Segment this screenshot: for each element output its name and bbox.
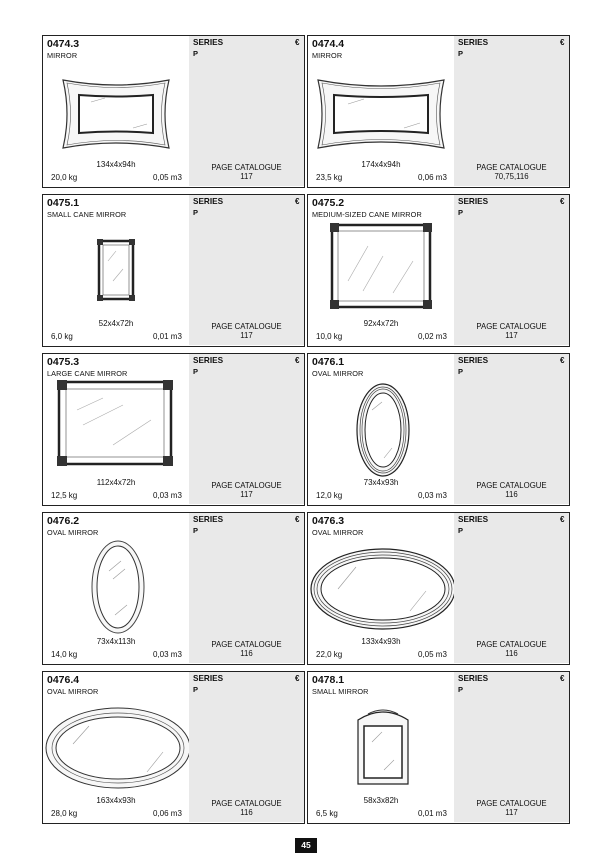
mirror-illustration xyxy=(43,62,189,160)
page-catalogue xyxy=(454,641,569,658)
product-name: OVAL MIRROR xyxy=(47,528,99,537)
product-dimensions: 73x4x113h xyxy=(96,637,136,646)
page-catalogue-label: PAGE CATALOGUE xyxy=(476,163,547,172)
product-weight: 6,5 kg xyxy=(316,809,338,818)
product-volume: 0,05 m3 xyxy=(418,650,447,659)
product-dimensions: 112x4x72h xyxy=(96,478,136,487)
mirror-illustration xyxy=(308,698,454,796)
page-catalogue-pages: 117 xyxy=(240,330,253,340)
page-catalogue xyxy=(454,323,569,340)
page-catalogue-label: PAGE CATALOGUE xyxy=(211,481,282,490)
page-catalogue-pages: 116 xyxy=(505,648,518,658)
mirror-illustration xyxy=(308,380,454,478)
product-card xyxy=(42,512,305,665)
product-volume: 0,05 m3 xyxy=(153,173,182,182)
series-value: P xyxy=(458,208,464,217)
product-weight: 12,5 kg xyxy=(51,491,78,500)
product-name: LARGE CANE MIRROR xyxy=(47,369,128,378)
page-catalogue-label: PAGE CATALOGUE xyxy=(211,799,282,808)
product-weight: 23,5 kg xyxy=(316,173,343,182)
series-value: P xyxy=(458,367,464,376)
series-label: SERIES xyxy=(193,674,224,683)
page-catalogue xyxy=(189,800,304,817)
euro-icon: € xyxy=(560,38,565,47)
page-catalogue-pages: 117 xyxy=(240,171,253,181)
product-code: 0478.1 xyxy=(312,674,345,686)
page-catalogue-label: PAGE CATALOGUE xyxy=(211,640,282,649)
product-name: OVAL MIRROR xyxy=(312,528,364,537)
series-label: SERIES xyxy=(193,515,224,524)
page-catalogue xyxy=(454,482,569,499)
euro-icon: € xyxy=(560,674,565,683)
mirror-illustration xyxy=(43,380,189,478)
product-dimensions: 92x4x72h xyxy=(363,319,399,328)
product-card xyxy=(307,512,570,665)
euro-icon: € xyxy=(295,38,300,47)
product-name: MIRROR xyxy=(312,51,343,60)
page-catalogue-pages: 70,75,116 xyxy=(494,171,529,181)
series-value: P xyxy=(458,685,464,694)
page-catalogue-pages: 116 xyxy=(240,807,253,817)
series-value: P xyxy=(193,208,199,217)
page-catalogue-pages: 117 xyxy=(505,807,518,817)
product-dimensions: 163x4x93h xyxy=(96,796,136,805)
product-volume: 0,03 m3 xyxy=(418,491,447,500)
series-label: SERIES xyxy=(458,356,489,365)
series-label: SERIES xyxy=(193,356,224,365)
series-value: P xyxy=(193,367,199,376)
series-label: SERIES xyxy=(193,197,224,206)
product-card xyxy=(307,353,570,506)
product-code: 0474.4 xyxy=(312,38,345,50)
product-card xyxy=(42,671,305,824)
euro-icon: € xyxy=(295,674,300,683)
product-code: 0476.4 xyxy=(47,674,80,686)
mirror-illustration xyxy=(43,698,189,796)
page-catalogue xyxy=(189,641,304,658)
product-card xyxy=(42,35,305,188)
series-value: P xyxy=(193,526,199,535)
product-card xyxy=(42,353,305,506)
product-volume: 0,06 m3 xyxy=(153,809,182,818)
product-card xyxy=(307,35,570,188)
product-volume: 0,03 m3 xyxy=(153,650,182,659)
product-dimensions: 52x4x72h xyxy=(98,319,134,328)
product-name: MIRROR xyxy=(47,51,78,60)
series-label: SERIES xyxy=(458,674,489,683)
product-code: 0474.3 xyxy=(47,38,80,50)
series-label: SERIES xyxy=(193,38,224,47)
page-catalogue-label: PAGE CATALOGUE xyxy=(211,163,282,172)
product-code: 0476.3 xyxy=(312,515,345,527)
series-value: P xyxy=(193,685,199,694)
product-weight: 28,0 kg xyxy=(51,809,78,818)
page-catalogue-pages: 117 xyxy=(240,489,253,499)
page-number: 45 xyxy=(295,838,317,853)
product-volume: 0,01 m3 xyxy=(418,809,447,818)
page-catalogue xyxy=(189,164,304,181)
product-volume: 0,06 m3 xyxy=(418,173,447,182)
product-name: OVAL MIRROR xyxy=(47,687,99,696)
series-value: P xyxy=(458,49,464,58)
euro-icon: € xyxy=(295,515,300,524)
product-dimensions: 133x4x93h xyxy=(361,637,401,646)
mirror-illustration xyxy=(308,221,454,319)
page-catalogue-label: PAGE CATALOGUE xyxy=(476,640,547,649)
product-dimensions: 174x4x94h xyxy=(361,160,401,169)
product-weight: 6,0 kg xyxy=(51,332,73,341)
product-weight: 10,0 kg xyxy=(316,332,343,341)
series-label: SERIES xyxy=(458,38,489,47)
product-dimensions: 58x3x82h xyxy=(363,796,399,805)
euro-icon: € xyxy=(560,356,565,365)
series-value: P xyxy=(458,526,464,535)
product-code: 0475.1 xyxy=(47,197,80,209)
product-name: MEDIUM-SIZED CANE MIRROR xyxy=(312,210,422,219)
page-catalogue-label: PAGE CATALOGUE xyxy=(476,322,547,331)
product-name: OVAL MIRROR xyxy=(312,369,364,378)
product-code: 0475.2 xyxy=(312,197,345,209)
product-weight: 14,0 kg xyxy=(51,650,78,659)
page-catalogue-pages: 117 xyxy=(505,330,518,340)
page-catalogue xyxy=(454,800,569,817)
product-weight: 22,0 kg xyxy=(316,650,343,659)
mirror-illustration xyxy=(43,221,189,319)
product-name: SMALL CANE MIRROR xyxy=(47,210,127,219)
product-card xyxy=(307,671,570,824)
page-catalogue-pages: 116 xyxy=(240,648,253,658)
product-code: 0476.2 xyxy=(47,515,80,527)
product-code: 0476.1 xyxy=(312,356,345,368)
euro-icon: € xyxy=(560,197,565,206)
product-dimensions: 134x4x94h xyxy=(96,160,136,169)
product-name: SMALL MIRROR xyxy=(312,687,369,696)
euro-icon: € xyxy=(295,197,300,206)
page-catalogue xyxy=(189,323,304,340)
page-catalogue-label: PAGE CATALOGUE xyxy=(476,481,547,490)
page-catalogue-label: PAGE CATALOGUE xyxy=(476,799,547,808)
series-value: P xyxy=(193,49,199,58)
series-label: SERIES xyxy=(458,197,489,206)
product-weight: 20,0 kg xyxy=(51,173,78,182)
page-catalogue xyxy=(454,164,569,181)
mirror-illustration xyxy=(308,539,454,637)
page-catalogue-label: PAGE CATALOGUE xyxy=(211,322,282,331)
product-dimensions: 73x4x93h xyxy=(363,478,399,487)
product-code: 0475.3 xyxy=(47,356,80,368)
series-label: SERIES xyxy=(458,515,489,524)
product-weight: 12,0 kg xyxy=(316,491,343,500)
product-card xyxy=(307,194,570,347)
euro-icon: € xyxy=(560,515,565,524)
euro-icon: € xyxy=(295,356,300,365)
page-catalogue-pages: 116 xyxy=(505,489,518,499)
mirror-illustration xyxy=(308,62,454,160)
product-volume: 0,03 m3 xyxy=(153,491,182,500)
product-volume: 0,02 m3 xyxy=(418,332,447,341)
product-card xyxy=(42,194,305,347)
page-catalogue xyxy=(189,482,304,499)
mirror-illustration xyxy=(43,539,189,637)
product-volume: 0,01 m3 xyxy=(153,332,182,341)
